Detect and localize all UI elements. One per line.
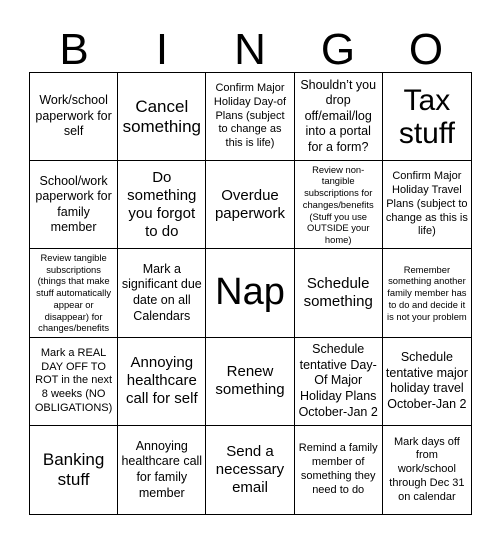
header-letter-g: G <box>320 25 356 74</box>
bingo-free-cell[interactable]: Nap <box>206 249 294 337</box>
header-letter-i: I <box>155 25 169 74</box>
bingo-cell[interactable]: Schedule tentative Day-Of Major Holiday Plans October-Jan 2 <box>295 338 383 426</box>
bingo-cell[interactable]: Overdue paperwork <box>206 161 294 249</box>
header-letter-o: O <box>408 25 444 74</box>
bingo-cell[interactable]: Do something you forgot to do <box>118 161 206 249</box>
bingo-cell[interactable]: Schedule tentative major holiday travel October-Jan 2 <box>383 338 471 426</box>
bingo-grid <box>29 72 472 515</box>
header-letter-b: B <box>59 25 89 74</box>
bingo-cell[interactable]: Banking stuff <box>30 426 118 514</box>
bingo-cell[interactable]: Send a necessary email <box>206 426 294 514</box>
bingo-cell[interactable]: Mark a REAL DAY OFF TO ROT in the next 8 weeks (NO OBLIGATIONS) <box>30 338 118 426</box>
bingo-cell[interactable]: Renew something <box>206 338 294 426</box>
bingo-cell[interactable]: Mark days off from work/school through Dec 31 on calendar <box>389 435 465 503</box>
bingo-cell[interactable]: Schedule something <box>295 249 383 337</box>
bingo-cell[interactable]: Review tangible subscriptions (things that make stuff automatically appear or disappear) for changes/benefits <box>30 249 118 337</box>
bingo-cell[interactable]: Mark a significant due date on all Calendars <box>118 249 206 337</box>
bingo-cell[interactable]: Remind a family member of something they need to do <box>295 426 383 514</box>
bingo-cell[interactable]: Work/school paperwork for self <box>30 73 118 161</box>
bingo-cell[interactable]: Tax stuff <box>383 73 471 161</box>
bingo-cell[interactable]: Confirm Major Holiday Day-of Plans (subject to change as this is life) <box>206 73 294 161</box>
bingo-cell[interactable]: Cancel something <box>118 73 206 161</box>
bingo-cell[interactable]: Review non-tangible subscriptions for changes/benefits (Stuff you use OUTSIDE your home) <box>295 161 383 249</box>
bingo-cell[interactable]: Shouldn’t you drop off/email/log into a portal for a form? <box>295 73 383 161</box>
bingo-cell[interactable]: School/work paperwork for family member <box>30 161 118 249</box>
bingo-cell[interactable]: Annoying healthcare call for self <box>118 338 206 426</box>
bingo-cell[interactable]: Remember something another family member has to do and decide it is not your problem <box>383 249 471 337</box>
bingo-cell[interactable]: Confirm Major Holiday Travel Plans (subject to change as this is life) <box>383 161 471 249</box>
bingo-cell[interactable]: Annoying healthcare call for family member <box>118 426 206 514</box>
header-letter-n: N <box>234 25 266 74</box>
bingo-header <box>30 20 470 80</box>
